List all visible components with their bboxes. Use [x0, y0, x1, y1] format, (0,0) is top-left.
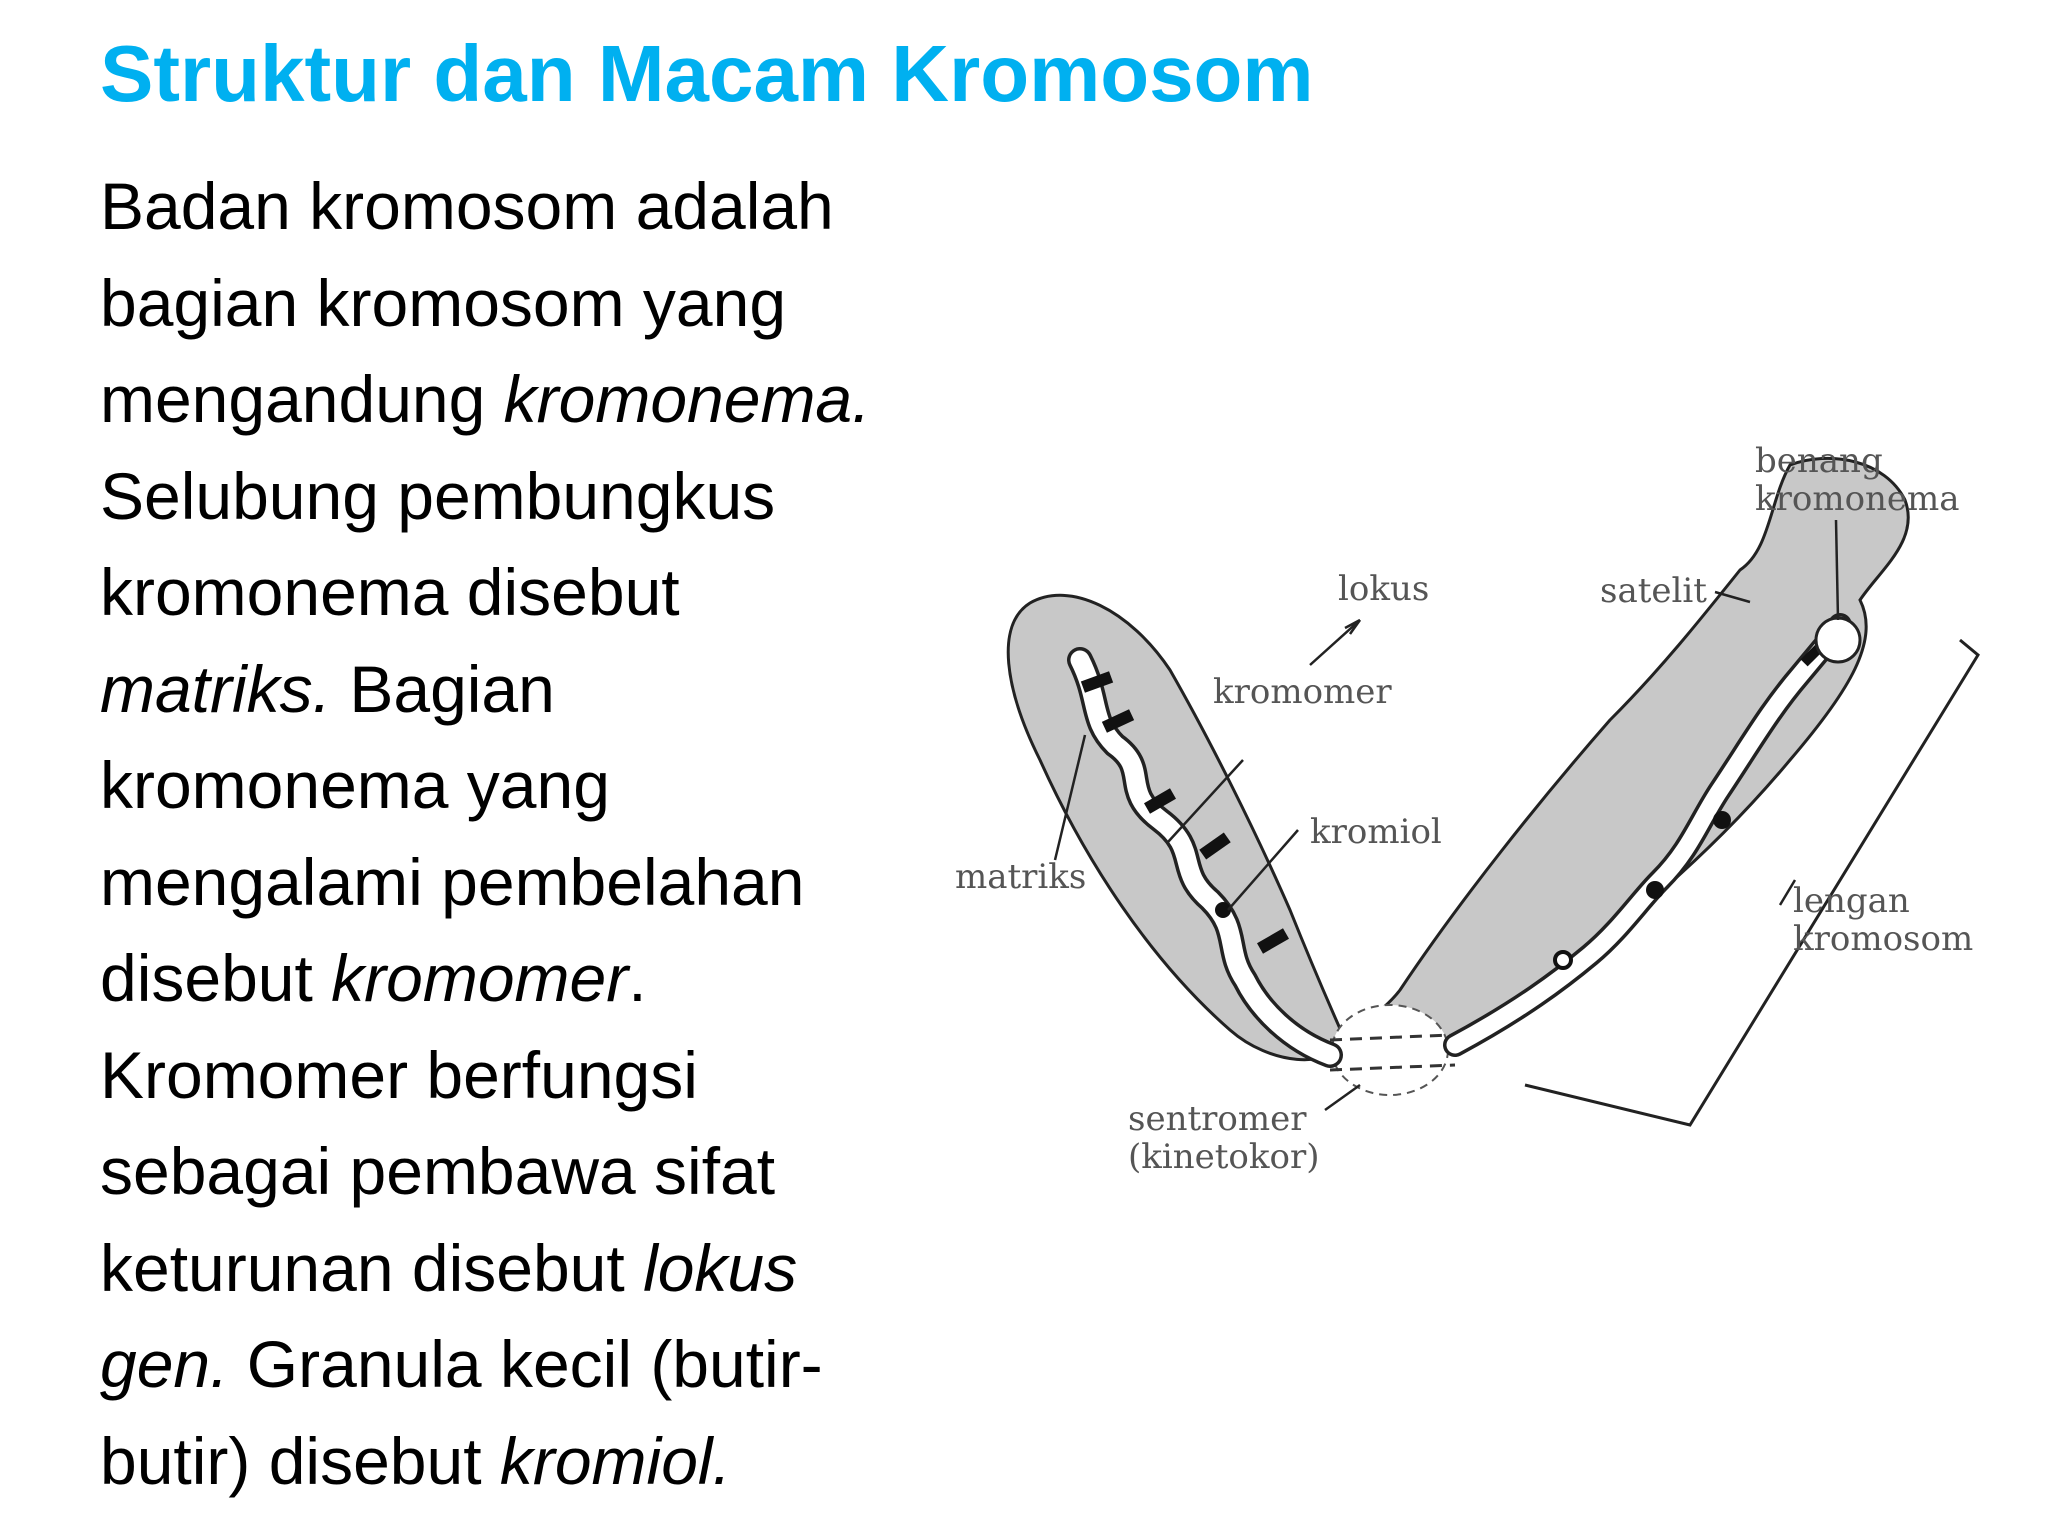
- body-line: [100, 1413, 1000, 1510]
- label-satelit: satelit: [1600, 571, 1707, 611]
- body-text-run: mengalami pembelahan: [100, 844, 805, 919]
- body-text-run: keturunan disebut: [100, 1230, 644, 1305]
- chromiole-dot: [1646, 881, 1664, 899]
- body-text-run: Selubung pembungkus: [100, 458, 776, 533]
- body-line: [100, 1027, 1000, 1124]
- emphasized-term: kromonema.: [503, 362, 871, 436]
- emphasized-term: gen.: [100, 1327, 229, 1401]
- label-lokus: lokus: [1338, 569, 1430, 609]
- body-line: [100, 737, 1000, 834]
- body-line: [100, 834, 1000, 931]
- emphasized-term: kromomer: [331, 941, 629, 1015]
- chromiole-dot: [1713, 811, 1731, 829]
- body-text-run: Bagian: [331, 651, 555, 726]
- label-kromonema: kromonema: [1755, 479, 1960, 519]
- emphasized-term: lokus: [643, 1230, 798, 1305]
- body-line: [100, 544, 1000, 641]
- body-text-run: sebagai pembawa sifat: [100, 1134, 776, 1208]
- body-line: [100, 255, 1000, 352]
- body-line: [100, 158, 1000, 255]
- emphasized-term: matriks.: [100, 651, 331, 726]
- label-kromiol: kromiol: [1310, 812, 1442, 852]
- body-line: [100, 1316, 1000, 1413]
- body-text-run: bagian kromosom yang: [100, 265, 787, 340]
- body-line: [100, 448, 1000, 545]
- body-line: [100, 351, 1000, 448]
- body-text-run: .: [628, 941, 647, 1015]
- body-text-run: Badan kromosom adalah: [100, 169, 834, 243]
- emphasized-term: kromiol.: [499, 1423, 731, 1498]
- body-text-run: kromonema disebut: [100, 555, 680, 629]
- body-line: [100, 1220, 1000, 1317]
- body-text-run: Kromomer berfungsi: [100, 1037, 698, 1112]
- slide-title: Struktur dan Macam Kromosom: [100, 29, 1314, 118]
- label-kromomer: kromomer: [1213, 672, 1392, 712]
- label-kinetokor: (kinetokor): [1128, 1137, 1320, 1177]
- label-lengan: lengan: [1793, 881, 1910, 921]
- label-matriks: matriks: [955, 857, 1087, 897]
- centromere: [1332, 1005, 1448, 1095]
- body-line: [100, 641, 1000, 738]
- label-benang: benang: [1755, 441, 1883, 481]
- body-line: [100, 1123, 1000, 1220]
- chromiole-ring: [1555, 952, 1571, 968]
- label-kromosom: kromosom: [1793, 919, 1974, 959]
- body-text-run: disebut: [100, 941, 332, 1015]
- body-text-run: kromonema yang: [100, 748, 610, 822]
- right-arm-body: [1345, 458, 1908, 1064]
- body-line: [100, 930, 1000, 1027]
- chromosome-diagram: [930, 420, 1990, 1200]
- satellite-hole: [1816, 618, 1860, 662]
- body-text: [100, 158, 1000, 1509]
- label-sentromer: sentromer: [1128, 1099, 1307, 1139]
- body-text-run: mengandung: [100, 362, 504, 436]
- body-text-run: Granula kecil (butir-: [228, 1327, 823, 1401]
- body-text-run: butir) disebut: [100, 1423, 500, 1498]
